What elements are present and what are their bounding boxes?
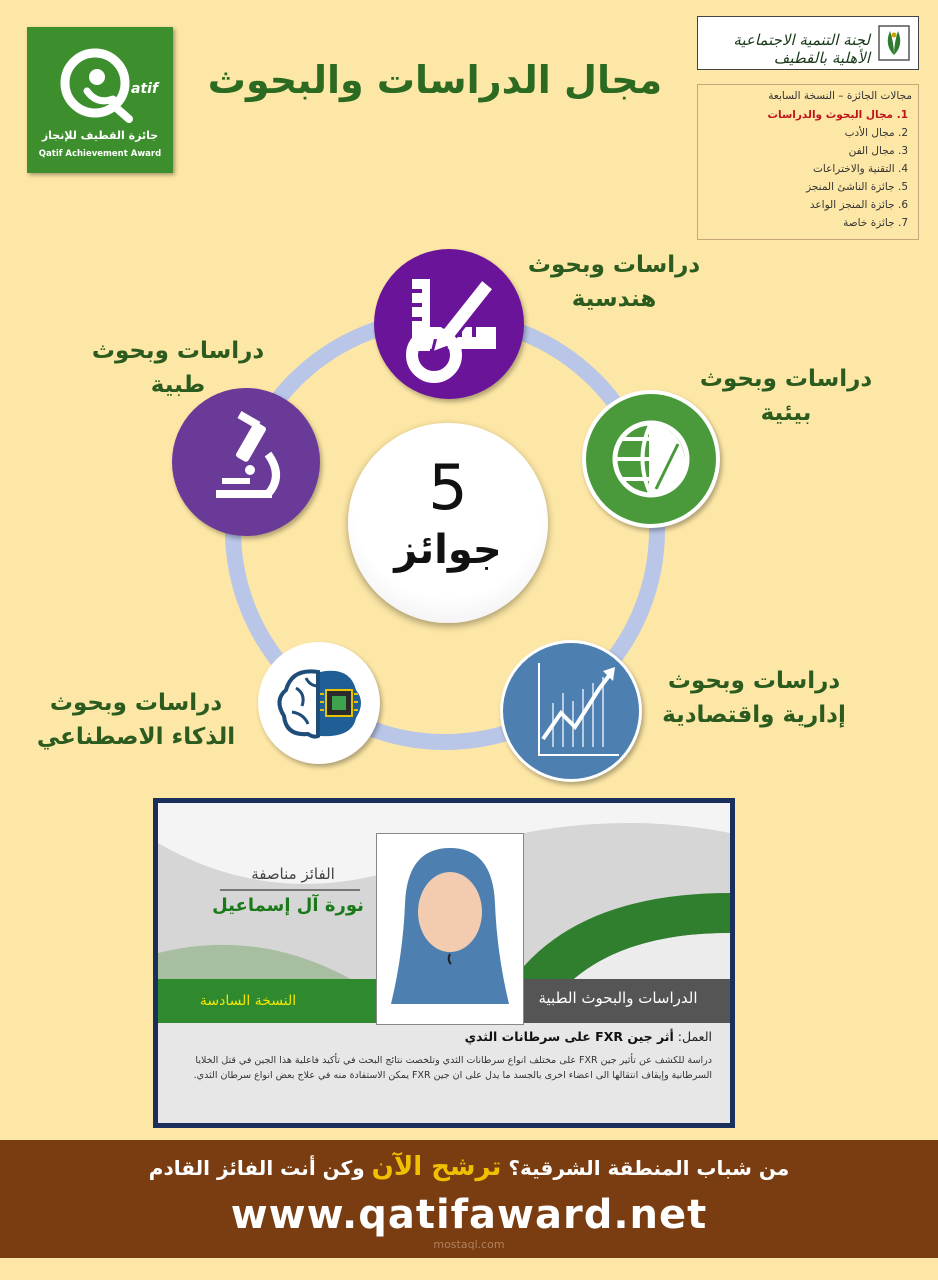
medical-label: دراسات وبحوث طبية [91, 338, 265, 398]
management-label: دراسات وبحوث إدارية واقتصادية [662, 668, 846, 728]
center-circle [348, 423, 548, 623]
environment-label: دراسات وبحوث بيئية [699, 366, 873, 426]
award-fields-list [697, 84, 919, 240]
ruler-pencil-icon [374, 249, 524, 399]
microscope-icon [172, 388, 320, 536]
list-item: 7. جائزة خاصة [843, 217, 908, 229]
list-item: 1. مجال البحوث والدراسات [767, 109, 908, 121]
list-item: 5. جائزة الناشئ المنجز [806, 181, 908, 193]
winner-title-underline [220, 889, 360, 891]
management-node [500, 640, 642, 782]
winner-field: الدراسات والبحوث الطبية [538, 989, 698, 1007]
growth-chart-icon [503, 643, 639, 779]
medical-node [172, 388, 320, 536]
logo-english-name: Qatif Achievement Award [38, 149, 162, 159]
committee-emblem-icon [878, 25, 910, 61]
qatif-award-logo [27, 27, 173, 173]
engineering-label: دراسات وبحوث هندسية [527, 252, 701, 312]
website-link[interactable]: www.qatifaward.net [230, 1192, 708, 1238]
winner-name: نورة آل إسماعيل [212, 895, 364, 916]
list-item: 6. جائزة المنجز الواعد [809, 199, 908, 211]
ai-label: دراسات وبحوث الذكاء الاصطناعي [36, 690, 236, 750]
logo-arabic-name: جائزة القطيف للإنجاز [41, 129, 159, 142]
winner-title: الفائز مناصفة [251, 865, 335, 883]
winner-edition: النسخة السادسة [199, 993, 297, 1009]
ai-node [258, 642, 380, 764]
page-title: مجال الدراسات والبحوث [207, 58, 663, 102]
logo-word: atif [131, 81, 159, 97]
list-item: 2. مجال الأدب [844, 127, 908, 139]
list-item: 4. التقنية والاختراعات [813, 163, 908, 175]
engineering-node [374, 249, 524, 399]
cta-banner [0, 1140, 938, 1258]
awards-count: 5 [428, 451, 468, 524]
brain-chip-icon [258, 642, 380, 764]
list-header: مجالات الجائزة – النسخة السابعة [768, 90, 912, 102]
winner-description: دراسة للكشف عن تأثير جين FXR على مختلف انواع سرطانات الثدي وتلخصت نتائج البحث في تأكيد فاعلية هذا الجين في قتل الخلايا السرطانية وإيقاف انتقالها الى اعضاء اخرى بالجسد ما يدل على ان جين FXR يمكن الاستفادة منه في علاج بعض انواع سرطان الثدي. [193, 1055, 712, 1081]
cta-line: من شباب المنطقة الشرقية؟ ترشح الآن وكن أنت الفائز القادم [148, 1152, 790, 1182]
committee-name: لجنة التنمية الاجتماعية الأهلية بالقطيف [733, 31, 870, 67]
winner-card [158, 803, 730, 1123]
committee-logo-box [697, 16, 919, 70]
winner-photo [376, 833, 524, 1025]
list-item: 3. مجال الفن [848, 145, 908, 157]
hijab-avatar-icon [377, 834, 523, 1024]
watermark-text: mostaql.com [433, 1238, 505, 1251]
awards-label: جوائز [394, 527, 502, 573]
winner-work: العمل: أثر جين FXR على سرطانات الثدي [464, 1029, 712, 1044]
